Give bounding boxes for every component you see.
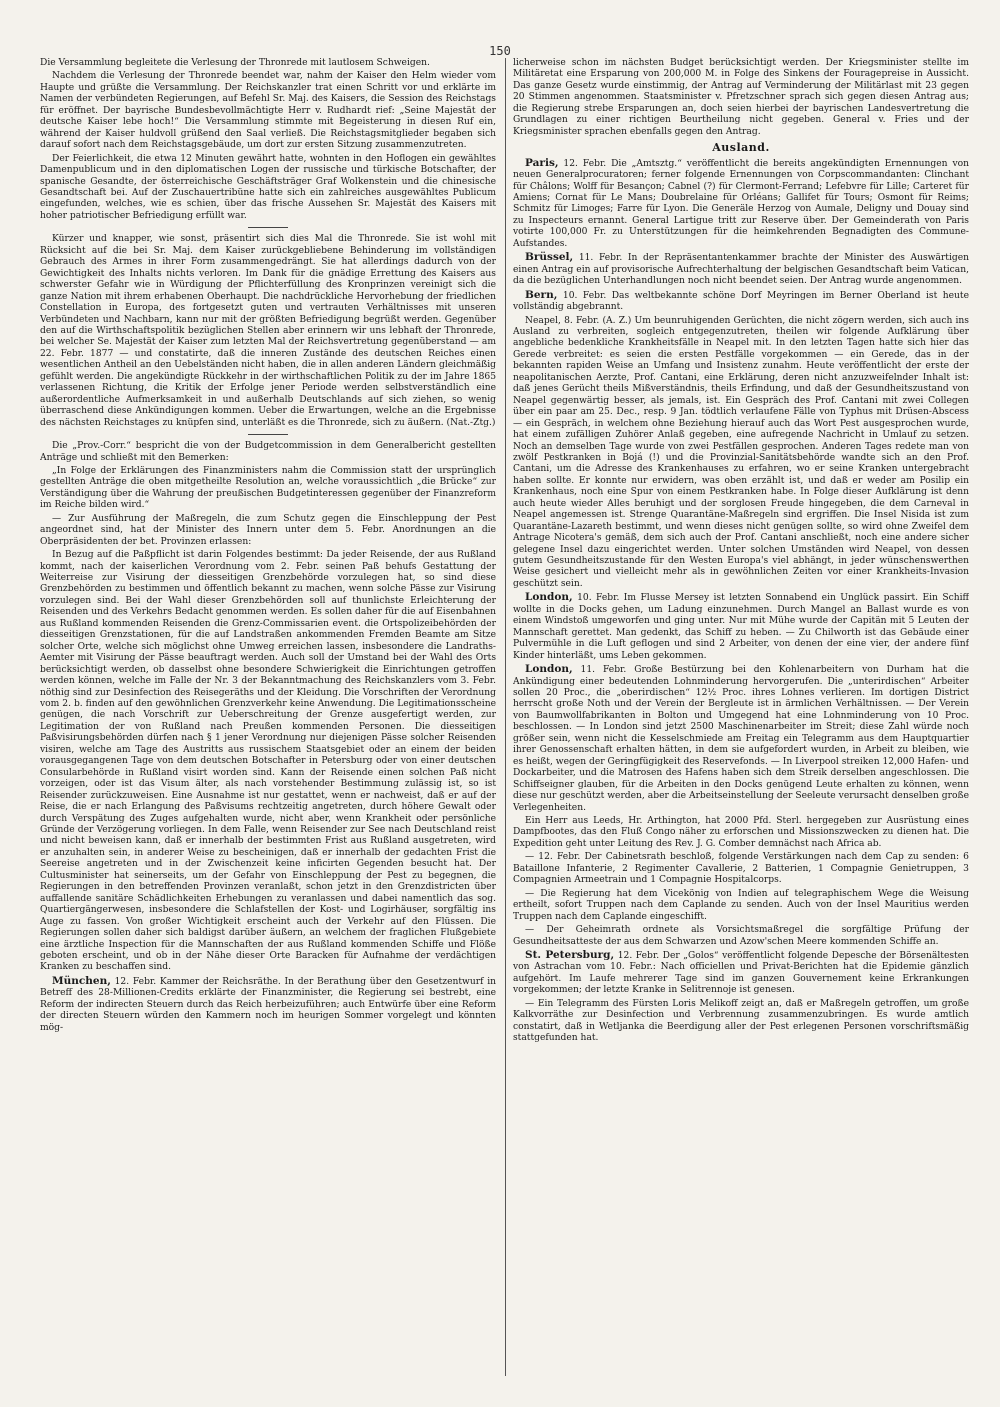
left-column xyxy=(40,58,496,1388)
article-paragraph: — 12. Febr. Der Cabinetsrath beschloß, folgende Verstärkungen nach dem Cap zu senden: 6 Bataillone Infanterie, 2 Regimenter Cavallerie, 2 Batterien, 1 Compagnie Genietruppen, 3 Compagnien Armeetrain und 1 Compagnie Hospitalcorps. xyxy=(513,852,969,886)
article-paragraph: Ein Herr aus Leeds, Hr. Arthington, hat 2000 Pfd. Sterl. hergegeben zur Ausrüstung eines Dampfbootes, das den Fluß Congo näher zu erforschen und Missionszwecken zu dienen hat. Die Expedition geht unter Leitung des Rev. J. G. Comber demnächst nach Africa ab. xyxy=(513,816,969,849)
news-item-text: 12. Febr. Die „Amtsztg.“ veröffentlicht die bereits angekündigten Ernennungen von neuen Generalprocuratoren; ferner folgende Ernennungen von Corpscommandanten: Clinchant für Châlons; Wolff für Besançon; Cabnel (?) für Clermont-Ferrand; Lefebvre für Lille; Carteret für Amiens; Cornat für Le Mans; Doubrelaine für Orléans; Gallifet für Tours; Osmont für Reims; Schmitz für Limoges; Farre für Lyon. Die Generäle Herzog von Aumale, Deligny und Douay sind zu Inspecteurs ernannt. General Lartigue tritt zur Reserve über. Der Gemeinderath von Paris votirte 100,000 Fr. zu Unterstützungen für die heimkehrenden Begnadigten des Commune-Aufstandes. xyxy=(513,158,969,249)
article-paragraph: licherweise schon im nächsten Budget berücksichtigt werden. Der Kriegsminister stellte im Militäretat eine Ersparung von 200,000 M. in Folge des Sinkens der Fouragepreise in Aussicht. Das ganze Gesetz wurde einstimmig, der Antrag auf Verminderung der Militärlast mit 23 gegen 20 Stimmen angenommen. Staatsminister v. Pfretzschner sprach sich gegen diesen Antrag aus; die Regierung strebe Ersparungen an, doch seien hierbei der bayrischen Landesvertretung die Grundlagen zu einer richtigen Beurtheilung nicht gegeben. General v. Fries und der Kriegsminister sprachen ebenfalls gegen den Antrag. xyxy=(513,58,969,137)
article-paragraph: Der Feierlichkeit, die etwa 12 Minuten gewährt hatte, wohnten in den Hoflogen ein gewähltes Damenpublicum und in den diplomatischen Logen der russische und türkische Botschafter, der spanische Gesandte, der österreichische Geschäftsträger Graf Wolkenstein und die chinesische Gesandtschaft bei. Auf der Zuschauertribüne hatte sich ein zahlreiches ausgewähltes Publicum eingefunden, welches, wie es schien, über das frische Aussehen Sr. Majestät des Kaisers mit hoher patriotischer Befriedigung erfüllt war. xyxy=(40,153,496,221)
news-item xyxy=(513,950,969,997)
article-paragraph: „In Folge der Erklärungen des Finanzministers nahm die Commission statt der ursprünglich gestellten Anträge die oben mitgetheilte Resolution an, welche voraussichtlich „die Brücke“ zur Verständigung über die Wahrung der preußischen Budgetinteressen gegenüber der Finanzreform im Reiche bilden wird.“ xyxy=(40,465,496,511)
news-item-text: 11. Febr. Große Bestürzung bei den Kohlenarbeitern von Durham hat die Ankündigung einer bedeutenden Lohnminderung hervorgerufen. Die „unterirdischen“ Arbeiter sollen 20 Proc., die „oberirdischen“ 12½ Proc. ihres Lohnes verlieren. Im dortigen District herrscht große Noth und der Verein der Bergleute ist in ärmlichen Verhältnissen. — Der Verein von Baumwollfabrikanten in Bolton und Umgegend hat eine Lohnminderung von 10 Proc. beschlossen. — In London sind jetzt 2500 Maschinenarbeiter im Streit; diese Zahl würde noch größer sein, wenn nicht die Kesselschmiede am Freitag ein Telegramm aus dem Hauptquartier ihrer Genossenschaft erhalten hätten, in dem sie aufgefordert wurden, in Arbeit zu bleiben, wie es heißt, wegen der Geringfügigkeit des Reservefonds. — In Liverpool streiken 12,000 Hafen- und Dockarbeiter, und die Matrosen des Hafens haben sich dem Streik derselben angeschlossen. Die Schiffseigner glauben, für die Arbeiten in den Docks genügend Leute erhalten zu können, wenn diese nur geschützt werden, aber die Arbeitseinstellung der Seeleute verursacht denselben große Verlegenheiten. xyxy=(513,665,969,813)
news-item-text: 10. Febr. Das weltbekannte schöne Dorf Meyringen im Berner Oberland ist heute vollständig abgebrannt. xyxy=(513,290,969,313)
dateline-place: Bern, xyxy=(525,288,558,301)
news-item-text: 12. Febr. Kammer der Reichsräthe. In der Berathung über den Gesetzentwurf in Betreff des 28-Millionen-Credits erklärte der Finanzminister, die Regierung sei bestrebt, eine Reform der indirecten Steuern durch das Reich herbeizuführen; auch Entwürfe über eine Reform der directen Steuern würden den Kammern noch im heurigen Sommer vorgelegt und könnten mög- xyxy=(40,976,496,1033)
article-paragraph: — Der Geheimrath ordnete als Vorsichtsmaßregel die sorgfältige Prüfung der Gesundheitsatteste der aus dem Schwarzen und Azow'schen Meere kommenden Schiffe an. xyxy=(513,925,969,947)
section-heading: Ausland. xyxy=(712,141,770,155)
news-item xyxy=(513,252,969,287)
news-item xyxy=(513,664,969,814)
news-item xyxy=(40,976,496,1034)
section-separator xyxy=(248,227,288,228)
section-separator xyxy=(248,434,288,435)
dateline-place: London, xyxy=(525,591,573,604)
right-column xyxy=(513,58,969,1388)
dateline-place: London, xyxy=(525,663,573,676)
news-item-text: 12. Febr. Der „Golos“ veröffentlicht folgende Depesche der Börsenältesten von Astrachan vom 10. Febr.: Nach officiellen und Privat-Berichten hat die Epidemie gänzlich aufgehört. Im Laufe mehrerer Tage sind im ganzen Gouvernement keine Erkrankungen vorgekommen; der letzte Kranke in Selitrennoje ist genesen. xyxy=(513,950,969,996)
article-paragraph: — Die Regierung hat dem Vicekönig von Indien auf telegraphischem Wege die Weisung ertheilt, sofort Truppen nach dem Caplande zu senden. Auch von der Insel Mauritius werden Truppen nach dem Caplande eingeschifft. xyxy=(513,888,969,922)
column-divider xyxy=(505,58,506,1376)
dateline-place: Paris, xyxy=(525,156,559,169)
article-paragraph: Nachdem die Verlesung der Thronrede beendet war, nahm der Kaiser den Helm wieder vom Haupte und grüßte die Versammlung. Der Reichskanzler trat einen Schritt vor und erklärte im Namen der verbündeten Regierungen, auf Befehl Sr. Maj. des Kaisers, die Session des Reichstags für eröffnet. Der bayrische Bundesbevollmächtigte Herr v. Rudhardt rief: „Seine Majestät der deutsche Kaiser lebe hoch!“ Die Versammlung stimmte mit Begeisterung in diesen Ruf ein, während der Kaiser huldvoll grüßend den Saal verließ. Die Reichstagsmitglieder begaben sich darauf sofort nach dem Reichstagsgebäude, um dort zur ersten Sitzung zusammenzutreten. xyxy=(40,71,496,151)
news-item-text: 10. Febr. Im Flusse Mersey ist letzten Sonnabend ein Unglück passirt. Ein Schiff wollte in die Docks gehen, um Ladung einzunehmen. Durch Mangel an Ballast wurde es von einem Windstoß umgeworfen und ging unter. Nur mit Mühe wurde der Capitän mit 5 Leuten der Mannschaft gerettet. Man gedenkt, das Schiff zu heben. — Zu Chilworth ist das Gebäude einer Pulvermühle in die Luft geflogen und sind 2 Arbeiter, von denen der eine vier, der andere fünf Kinder hinterläßt, ums Leben gekommen. xyxy=(513,593,969,661)
news-item xyxy=(513,158,969,251)
news-item xyxy=(513,290,969,314)
article-paragraph: Neapel, 8. Febr. (A. Z.) Um beunruhigenden Gerüchten, die nicht zögern werden, sich auch ins Ausland zu verbreiten, sogleich entgegenzutreten, theilen wir folgende Aufklärung über angebliche bedenkliche Krankheitsfälle in Neapel mit. In den letzten Tagen hatte sich hier das Gerede verbreitet: es seien die ersten Pestfälle vorgekommen — ein Gerede, das in der bekannten rapiden Weise an Umfang und Insistenz zunahm. Heute veröffentlicht der erste der neapolitanischen Aerzte, Prof. Cantani, eine Erklärung, deren nicht anzuzweifelnder Inhalt ist: daß jenes Gerücht theils Mißverständnis, theils Erfindung, und daß der Gesundheitszustand von Neapel gegenwärtig besser, als jemals, ist. Ein Gespräch des Prof. Cantani mit zwei Collegen über ein paar am 25. Dec., resp. 9 Jan. tödtlich verlaufene Fälle von Typhus mit Drüsen-Abscess — ein Gespräch, in welchem ohne Beziehung hierauf auch das Wort Pest ausgesprochen wurde, hat einem zufälligen Zuhörer Anlaß gegeben, eine aufregende Nachricht in Umlauf zu setzen. Noch an demselben Tage wurde von zwei Pestfällen gesprochen. Anderen Tages redete man von zwölf Pestkranken in Bojá (!) und die Provinzial-Sanitätsbehörde wandte sich an den Prof. Cantani, um die Adresse des Krankenhauses zu erfahren, wo er seine Kranken untergebracht haben sollte. Er konnte nur erwidern, was oben erzählt ist, und daß er weder am Posilip ein Krankenhaus, noch eine Spur von einem Pestkranken habe. In Folge dieser Aufklärung ist denn auch heute wieder Alles beruhigt und der sorglosen Freude hingegeben, die dem Carneval in Neapel angemessen ist. Strenge Quarantäne-Maßregeln sind ergriffen. Die Insel Nisida ist zum Quarantäne-Lazareth bestimmt, und wenn dieses nicht genügen sollte, so wird ohne Zweifel dem Antrage Nicotera's gemäß, dem sich auch der Prof. Cantani anschließt, noch eine andere sicher gelegene Insel dazu eingerichtet werden. Unter solchen Umständen wird Neapel, von dessen gutem Gesundheitszustande für den Westen Europa's viel abhängt, in jeder wünschenswerthen Weise gesichert und vielleicht mehr als in gewöhnlichen Zeiten vor einer Krankheits-Invasion geschützt sein. xyxy=(513,315,969,589)
dateline-place: München, xyxy=(52,974,111,987)
article-paragraph: Die „Prov.-Corr.“ bespricht die von der Budgetcommission in dem Generalbericht gestellten Anträge und schließt mit den Bemerken: xyxy=(40,441,496,463)
article-paragraph: Die Versammlung begleitete die Verlesung der Thronrede mit lautlosem Schweigen. xyxy=(40,58,430,68)
article-paragraph: In Bezug auf die Paßpflicht ist darin Folgendes bestimmt: Da jeder Reisende, der aus Rußland kommt, nach der kaiserlichen Verordnung vom 2. Febr. seinen Paß behufs Gestattung der Weiterreise zur Visirung der diesseitigen Grenzbehörde vorzulegen hat, so sind diese Grenzbehörden zu bestimmen und öffentlich bekannt zu machen, wenn solche Pässe zur Visirung vorzulegen sind. Bei der Wahl dieser Grenzbehörden soll auf thunlichste Erleichterung der Reisenden und des Verkehrs Bedacht genommen werden. Es sollen daher für die auf Eisenbahnen aus Rußland kommenden Reisenden die Grenz-Commissarien event. die Ortspolizeibehörden der diesseitigen Grenzstationen, für die auf Landstraßen ankommenden Fremden Beamte am Sitze solcher Orte, welche sich möglichst ohne Umweg erreichen lassen, insbesondere die Landraths-Aemter mit Visirung der Pässe beauftragt werden. Auch soll der Umstand bei der Wahl des Orts berücksichtigt werden, ob dasselbst ohne besondere Schwierigkeit die Einrichtungen getroffen werden können, welche im Falle der Nr. 3 der Bekanntmachung des Reichskanzlers vom 3. Febr. nöthig sind zur Desinfection des Reisegeräths und der Kleidung. Die Vorschriften der Verordnung vom 2. b. finden auf den gewöhnlichen Grenzverkehr keine Anwendung. Die Legitimationsscheine genügen, die nach Vorschrift zur Ueberschreitung der Grenze ausgefertigt werden, zur Legitimation der von Rußland nach Preußen kommenden Personen. Die diesseitigen Paßvisirungsbehörden dürfen nach § 1 jener Verordnung nur diejenigen Pässe solcher Reisenden visiren, welche am Tage des Austritts aus russischem Staatsgebiet oder an einem der beiden vorausgegangenen Tage von dem deutschen Botschafter in Petersburg oder von einer deutschen Consularbehörde in Rußland visirt worden sind. Kann der Reisende einen solchen Paß nicht vorzeigen, oder ist das Visum älter, als nach vorstehender Bestimmung zulässig ist, so ist Reisender zurückzuweisen. Eine Ausnahme ist nur gestattet, wenn er nachweist, daß er auf der Reise, die er nach Erlangung des Paßvisums rechtzeitig angetreten, durch höhere Gewalt oder durch Verspätung des Zuges aufgehalten wurde, nicht aber, wenn Krankheit oder persönliche Gründe der Verzögerung vorliegen. In dem Falle, wenn Reisender zur See nach Deutschland reist und nicht beweisen kann, daß er innerhalb der bestimmten Frist aus Rußland ausgetreten, wird er anzuhalten sein, in anderer Weise zu bescheinigen, daß er innerhalb der gedachten Frist die Seereise angetreten und in der Zwischenzeit keine inficirten Gegenden besucht hat. Der Cultusminister hat seinerseits, um der Gefahr von Einschleppung der Pest zu begegnen, die Regierungen in den betreffenden Provinzen veranlaßt, schon jetzt in den Grenzdistricten über auffallende sanitäre Schädlichkeiten Erhebungen zu veranlassen und dabei namentlich das sog. Quartiergängerwesen, insbesondere die Schlafstellen der Kost- und Logirhäuser, sorgfältig ins Auge zu fassen. Von großer Wichtigkeit erscheint auch der Verkehr auf den Flüssen. Die Regierungen sollen daher sich baldigst darüber äußern, an welchem der fraglichen Flußgebiete eine ärztliche Inspection für die Mannschaften der aus Rußland kommenden Schiffe und Flöße geboten erscheint, und ob in der Nähe dieser Orte Baracken für Aufnahme der verdächtigen Kranken zu beschaffen sind. xyxy=(40,550,496,973)
article-paragraph: Kürzer und knapper, wie sonst, präsentirt sich dies Mal die Thronrede. Sie ist wohl mit Rücksicht auf die bei Sr. Maj. dem Kaiser zurückgebliebene Behinderung im vollständigen Gebrauch des Armes in ihrer Form zusammengedrängt. Sie hat allerdings dadurch von der Gewichtigkeit des Inhalts nichts verloren. Im Dank für die gnädige Errettung des Kaisers aus schwerster Gefahr wie in Würdigung der Pflichterfüllung des Kronprinzen vereinigt sich die ganze Nation mit ihrem erhabenen Oberhaupt. Die nachdrückliche Hervorhebung der friedlichen Constellation in Europa, des fortgesetzt guten und vertrauten Verhältnisses mit unseren Verbündeten und Nachbarn, kann nur mit der größten Befriedigung begrüßt werden. Gegenüber den auf die Wirthschaftspolitik bezüglichen Stellen aber erinnern wir uns lebhaft der Thronrede, bei welcher Se. Majestät der Kaiser zum letzten Mal der Reichsvertretung gegenüberstand — am 22. Febr. 1877 — und constatirte, daß die inneren Zustände des deutschen Reiches einen wesentlichen Antheil an den Uebelständen nicht haben, die in allen anderen Ländern gleichmäßig gefühlt werden. Die angekündigte Rückkehr in der wirthschaftlichen Politik zu der im Jahre 1865 verlassenen Richtung, die Kritik der Erfolge jener Periode werden selbstverständlich eine außerordentliche Aufmerksamkeit in und außerhalb Deutschlands auf sich ziehen, so wenig überraschend diese Ankündigungen kommen. Ueber die Erwartungen, welche an die Ergebnisse des nächsten Reichstages zu knüpfen sind, unterläßt es die Thronrede, sich zu äußern. (Nat.-Ztg.) xyxy=(40,234,496,428)
news-item-text: 11. Febr. In der Repräsentantenkammer brachte der Minister des Auswärtigen einen Antrag ein auf provisorische Aufrechterhaltung der belgischen Gesandtschaft beim Vatican, da die bezüglichen Unterhandlungen noch nicht beendet seien. Der Antrag wurde angenommen. xyxy=(513,253,969,287)
page-number: 150 xyxy=(489,44,511,58)
article-paragraph: — Ein Telegramm des Fürsten Loris Melikoff zeigt an, daß er Maßregeln getroffen, um große Kalkvorräthe zur Desinfection und Verbrennung zusammenzubringen. Es wurde amtlich constatirt, daß in Wetljanka die Beerdigung aller der Pest erlegenen Personen vorschriftsmäßig stattgefunden hat. xyxy=(513,998,969,1044)
news-item xyxy=(513,592,969,662)
article-paragraph: — Zur Ausführung der Maßregeln, die zum Schutz gegen die Einschleppung der Pest angeordnet sind, hat der Minister des Innern unter dem 5. Febr. Anordnungen an die Oberpräsidenten der bet. Provinzen erlassen: xyxy=(40,513,496,547)
dateline-place: Brüssel, xyxy=(525,251,574,264)
dateline-place: St. Petersburg, xyxy=(525,948,615,961)
